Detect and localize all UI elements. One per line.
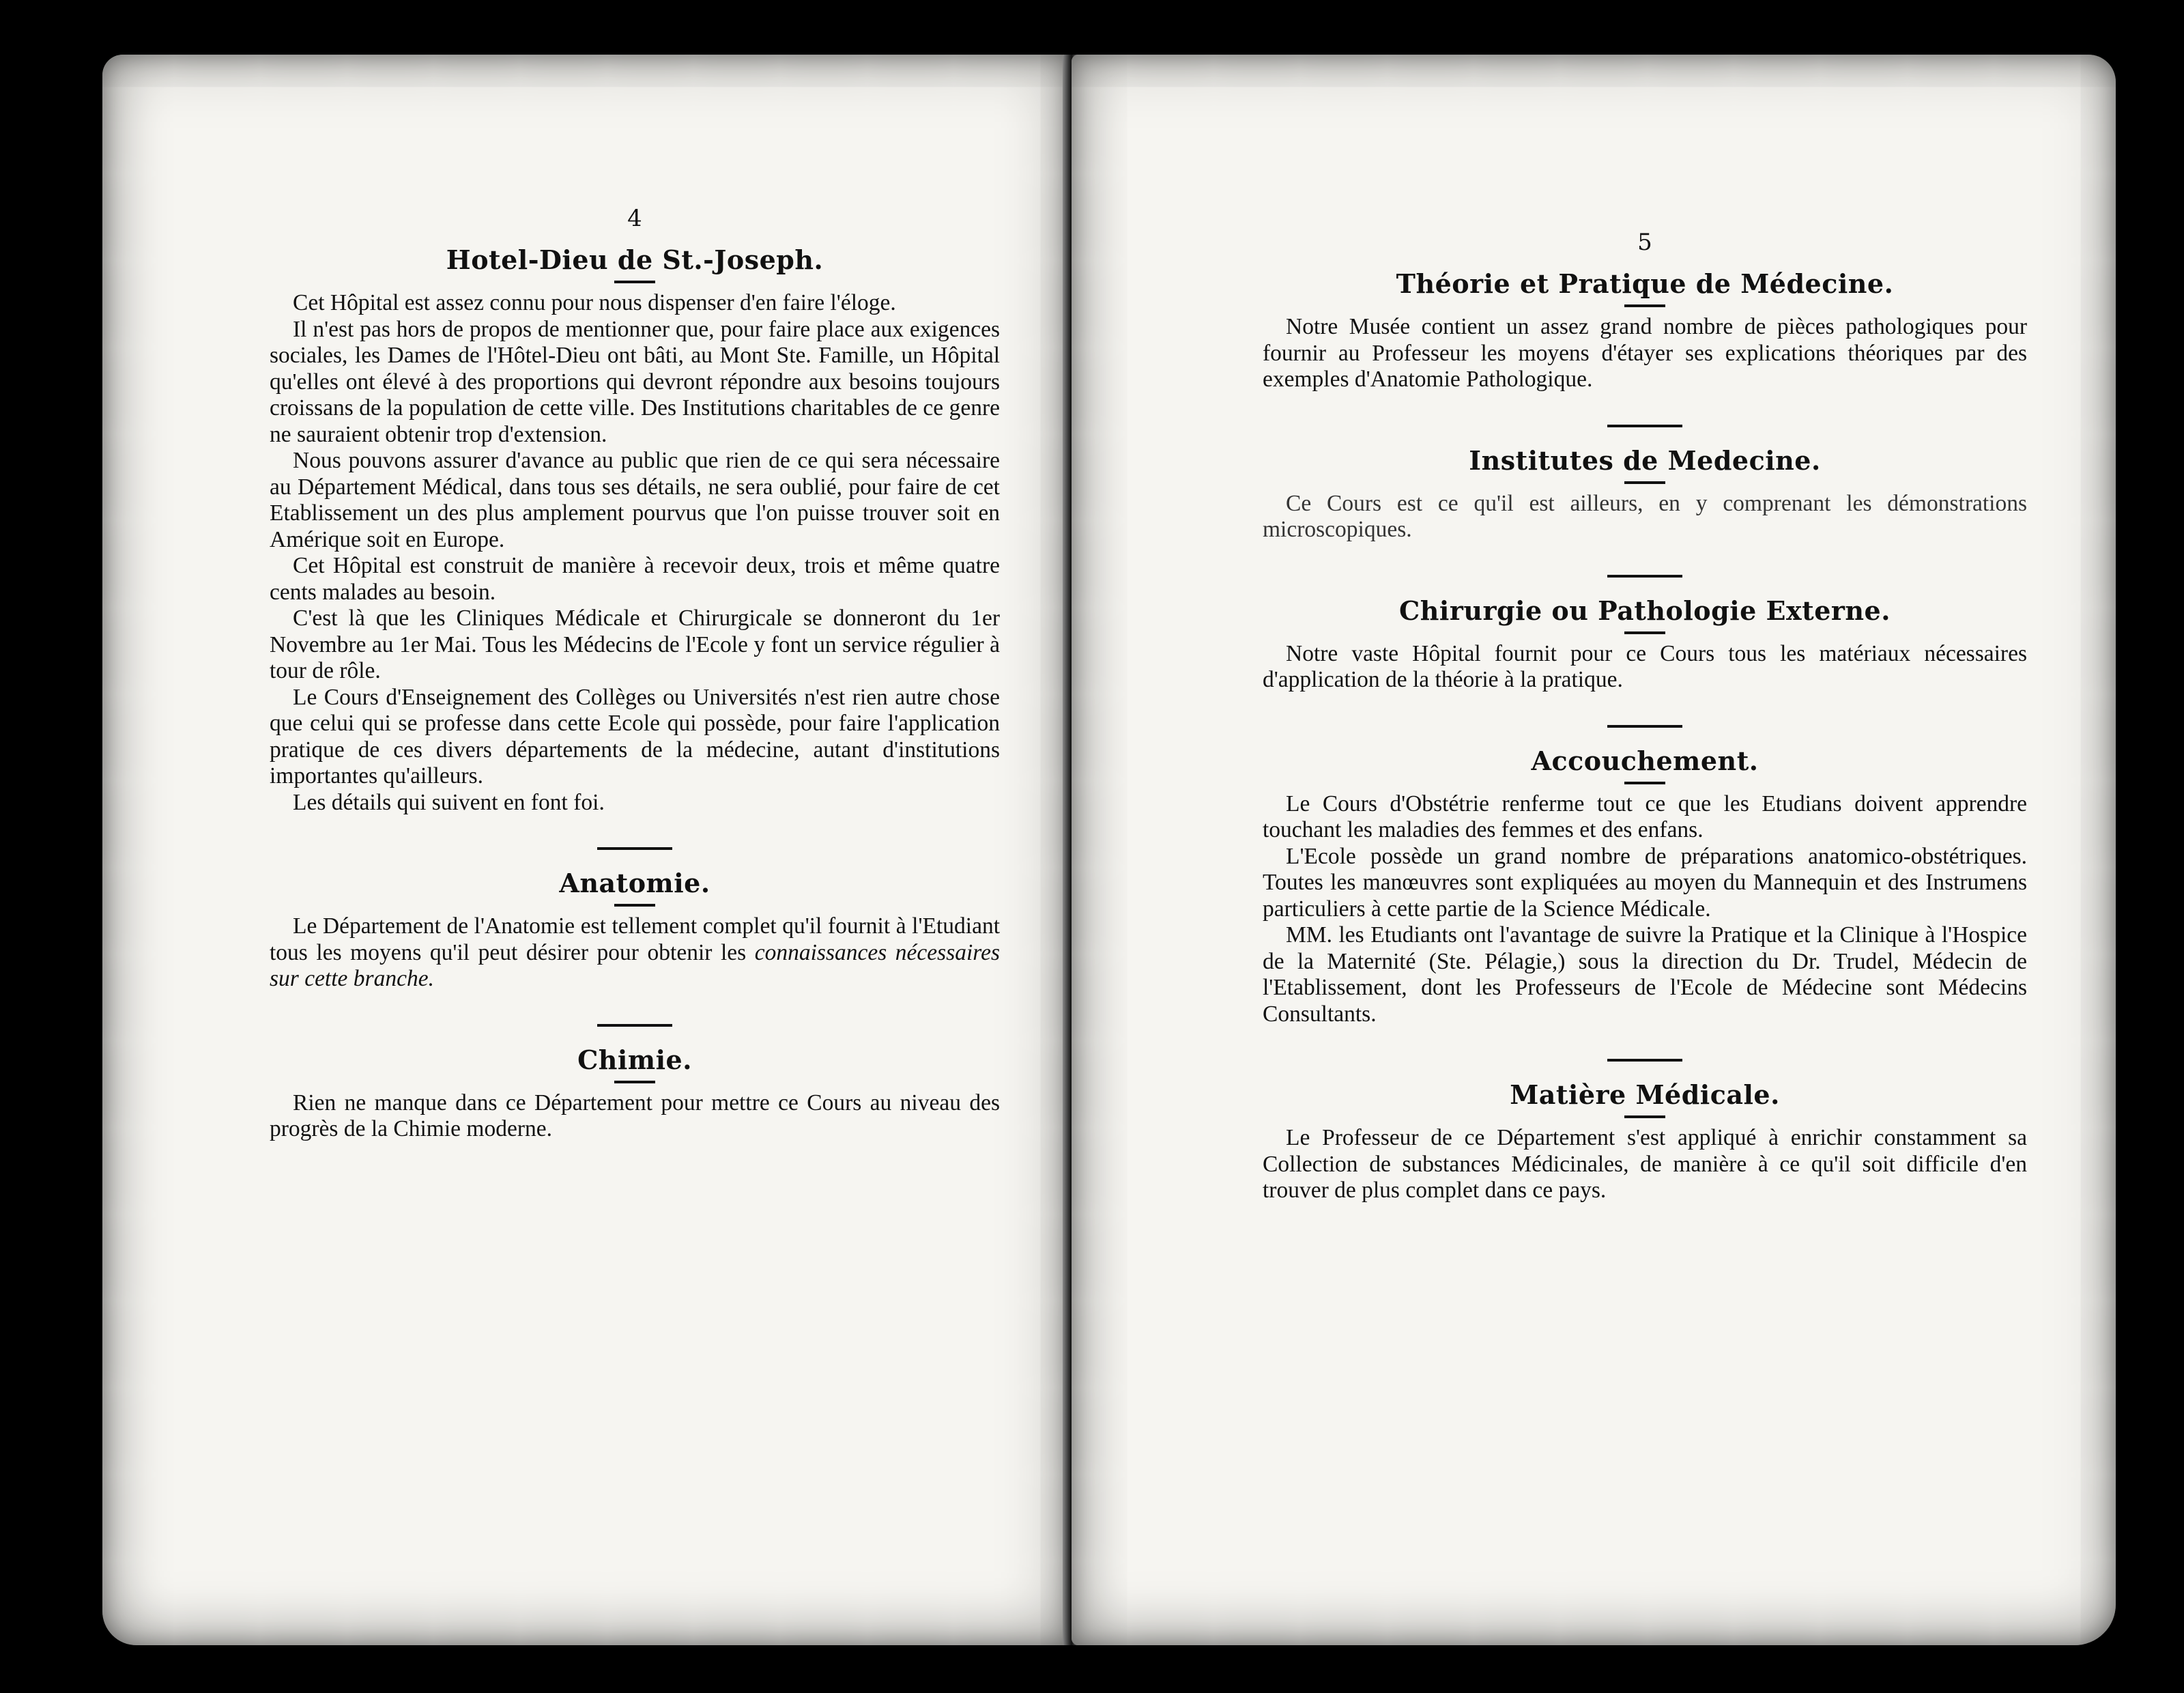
section-divider xyxy=(1607,575,1682,578)
paragraph: MM. les Etudiants ont l'avantage de suivre la Pratique et la Clinique à l'Hospice de la Maternité (Ste. Pélagie,) sous la direction du Dr. Trudel, Médecin de l'Etablissement, dont les Professeurs de l'Ecole de Médecine sont Médecins Consultants. xyxy=(1263,922,2027,1027)
page-number-left: 4 xyxy=(627,205,642,232)
short-rule xyxy=(1624,481,1665,484)
short-rule xyxy=(614,281,655,283)
anatomie-text: Le Département de l'Anatomie est tellement complet qu'il fournit à l'Etudiant tous les moyens qu'il peut désirer pour obtenir les xyxy=(270,913,1000,965)
left-page xyxy=(102,55,1068,1645)
right-column xyxy=(1263,229,2027,1204)
short-rule xyxy=(614,1081,655,1083)
paragraph: Les détails qui suivent en font foi. xyxy=(293,789,605,815)
paragraph: Cet Hôpital est construit de manière à recevoir deux, trois et même quatre cents malades au besoin. xyxy=(270,553,1000,605)
paragraph: Le Cours d'Enseignement des Collèges ou Universités n'est rien autre chose que celui qui se professe dans cette Ecole qui possède, pour faire l'application pratique de ces divers départements de la médecine, autant d'institutions importantes qu'ailleurs. xyxy=(270,684,1000,788)
section-divider xyxy=(1607,725,1682,728)
paragraph: Notre vaste Hôpital fournit pour ce Cours tous les matériaux nécessaires d'application de la théorie à la pratique. xyxy=(1263,640,2027,692)
paragraph: Nous pouvons assurer d'avance au public que rien de ce qui sera nécessaire au Département Médical, dans tous ses détails, ne sera oublié, pour faire de cet Etablissement un des plus amplement pourvus que l'on puisse trouver soit en Amérique soit en Europe. xyxy=(270,448,1000,552)
paragraph: C'est là que les Cliniques Médicale et Chirurgicale se donneront du 1er Novembre au 1er Mai. Tous les Médecins de l'Ecole y font un service régulier à tour de rôle. xyxy=(270,606,1000,683)
paragraph: Le Professeur de ce Département s'est appliqué à enrichir constamment sa Collection de substances Médicinales, de manière à ce qu'il soit difficile d'en trouver de plus complet dans ce pays. xyxy=(1263,1125,2027,1203)
section-divider xyxy=(597,1024,672,1027)
section-divider xyxy=(1607,1059,1682,1062)
right-page xyxy=(1072,55,2116,1645)
short-rule xyxy=(1624,631,1665,634)
paragraph: Ce Cours est ce qu'il est ailleurs, en y comprenant les démonstrations microscopiques. xyxy=(1263,490,2027,542)
paragraph: Le Cours d'Obstétrie renferme tout ce que les Etudians doivent apprendre touchant les maladies des femmes et des enfans. xyxy=(1263,791,2027,842)
paragraph-anatomie xyxy=(270,913,1000,993)
short-rule xyxy=(614,904,655,907)
section-title-matiere-medicale: Matière Médicale. xyxy=(1510,1079,1780,1110)
section-title-institutes: Institutes de Medecine. xyxy=(1469,444,1821,476)
section-title-anatomie: Anatomie. xyxy=(559,868,710,898)
paragraph: Il n'est pas hors de propos de mentionner que, pour faire place aux exigences sociales, les Dames de l'Hôtel-Dieu ont bâti, au Mont Ste. Famille, un Hôpital qu'elles ont élevé à des proportions qui devront répondre aux besoins toujours croissans de la population de cette ville. Des Institutions charitables de ce genre ne sauraient obtenir trop d'extension. xyxy=(270,316,1000,447)
section-title-hotel-dieu: Hotel-Dieu de St.-Joseph. xyxy=(446,244,824,275)
left-column xyxy=(270,205,1000,1143)
short-rule xyxy=(1624,782,1665,784)
section-title-chimie: Chimie. xyxy=(577,1044,692,1075)
paragraph: L'Ecole possède un grand nombre de préparations anatomico-obstétriques. Toutes les manœuvres sont expliquées au moyen du Mannequin et des Instrumens particuliers à cette partie de la Science Médicale. xyxy=(1263,843,2027,922)
short-rule xyxy=(1624,304,1665,307)
section-divider xyxy=(1607,425,1682,427)
section-title-accouchement: Accouchement. xyxy=(1531,745,1759,776)
paragraph-chimie: Rien ne manque dans ce Département pour mettre ce Cours au niveau des progrès de la Chimie moderne. xyxy=(270,1090,1000,1141)
short-rule xyxy=(1624,1115,1665,1118)
section-title-chirurgie: Chirurgie ou Pathologie Externe. xyxy=(1399,595,1891,626)
paragraph: Cet Hôpital est assez connu pour nous dispenser d'en faire l'éloge. xyxy=(293,290,896,315)
paragraph: Notre Musée contient un assez grand nombre de pièces pathologiques pour fournir au Professeur les moyens d'étayer ses explications théoriques par des exemples d'Anatomie Pathologique. xyxy=(1263,314,2027,392)
section-divider xyxy=(597,847,672,850)
anatomie-italic-text: connaissances nécessaires sur cette branche. xyxy=(270,939,1000,991)
section-title-theorie: Théorie et Pratique de Médecine. xyxy=(1396,268,1894,299)
page-number-right: 5 xyxy=(1637,229,1652,256)
